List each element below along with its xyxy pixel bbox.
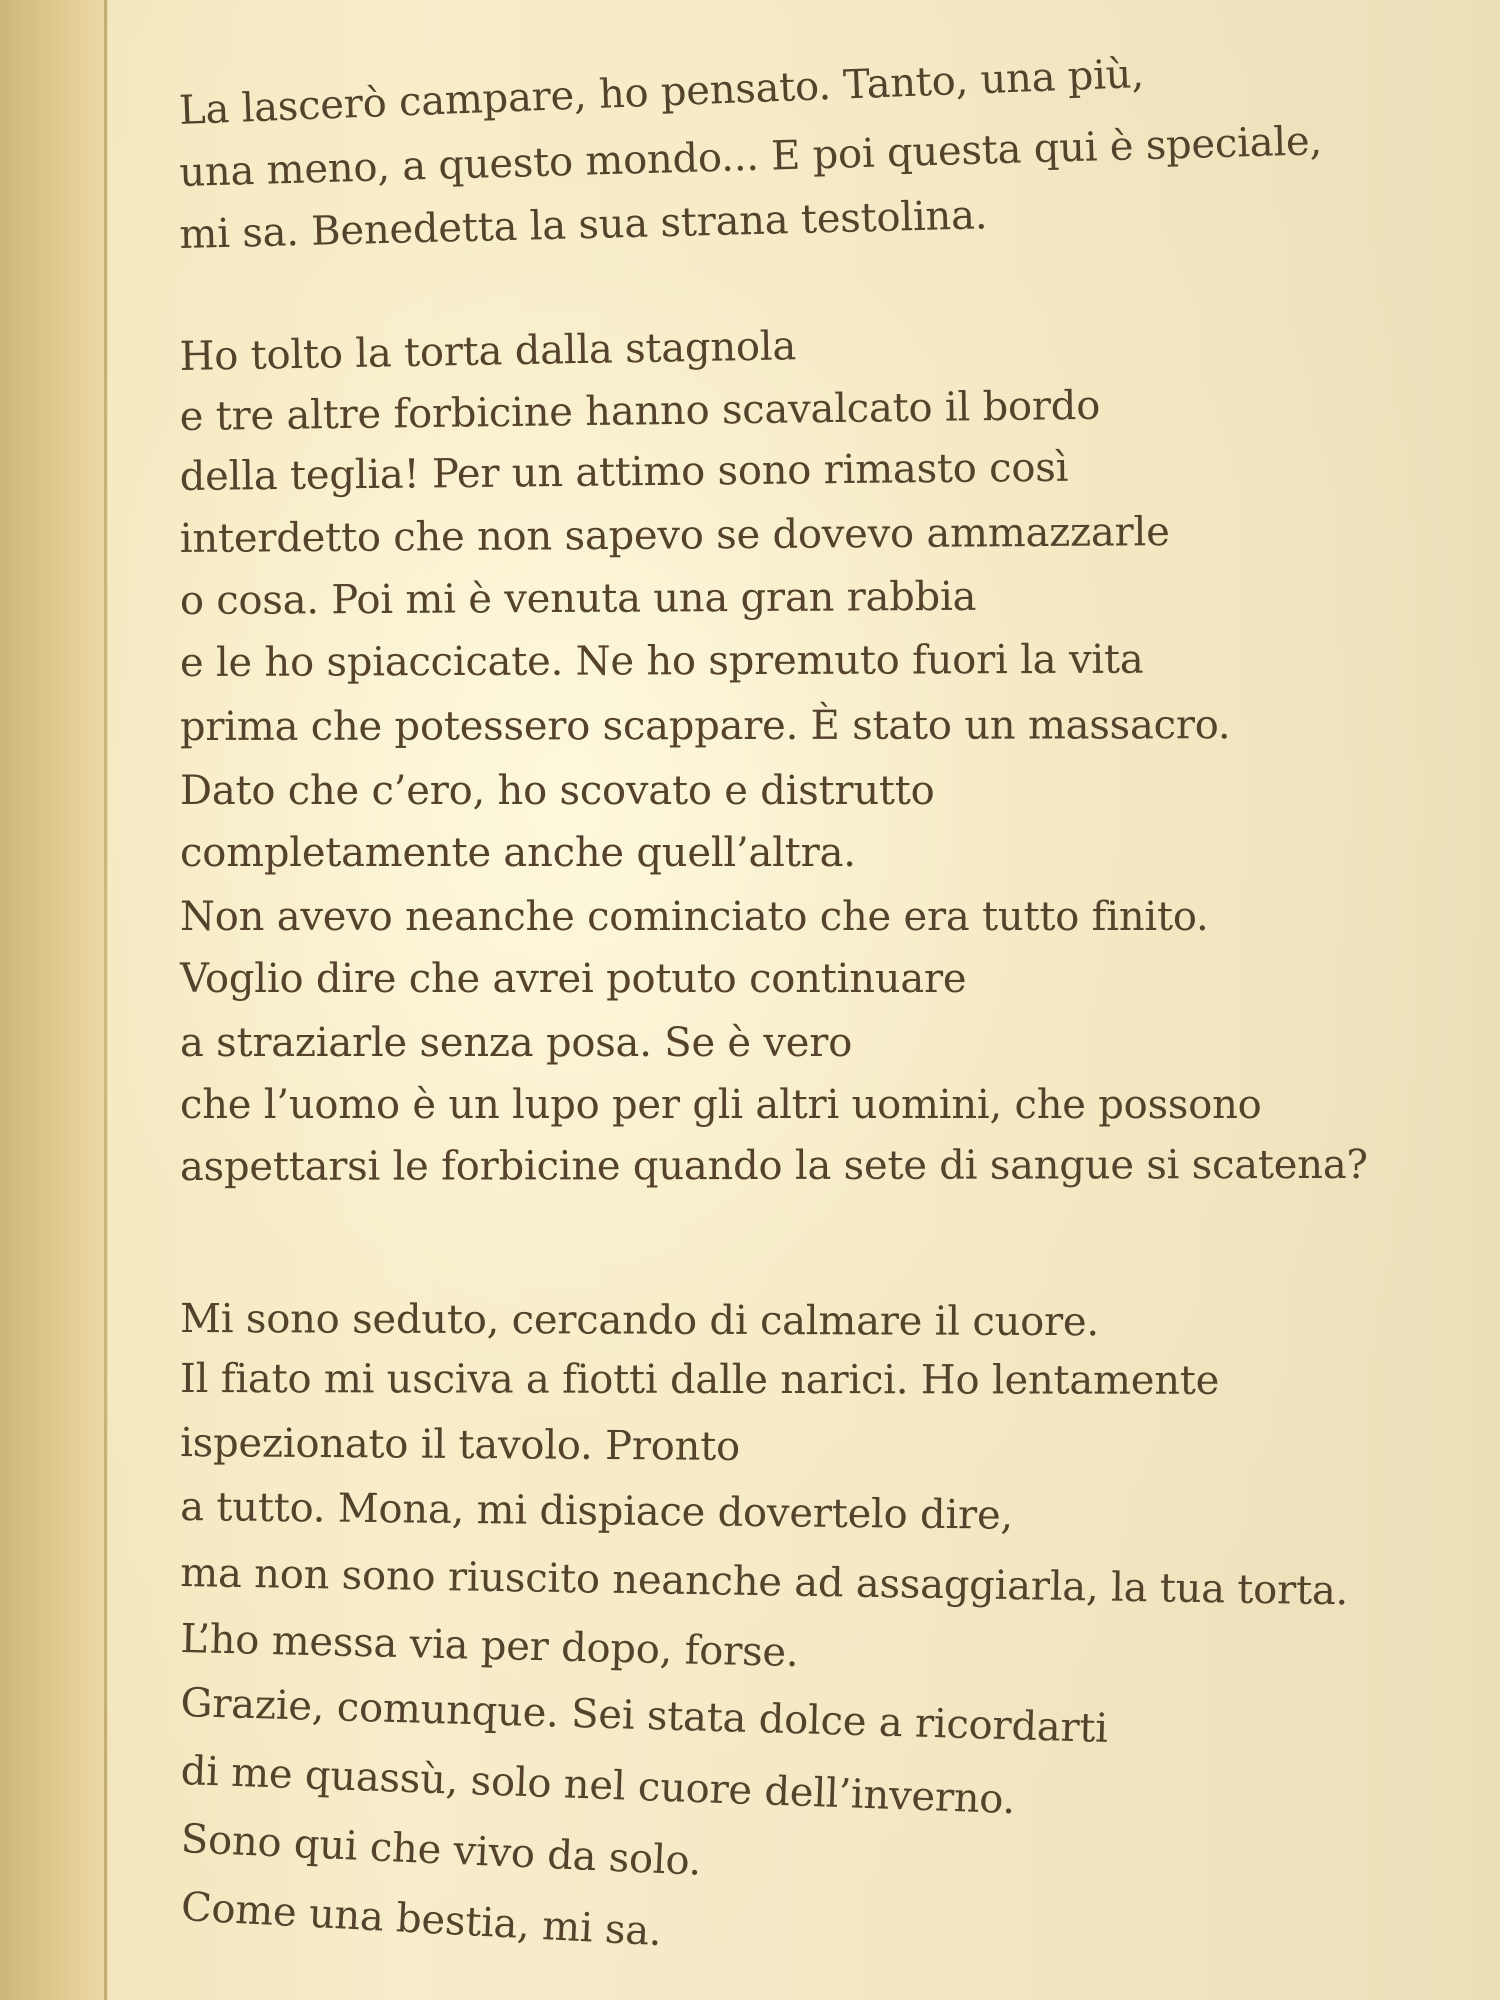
text-line: prima che potessero scappare. È stato un massacro. bbox=[179, 702, 1231, 750]
text-line: completamente anche quell’altra. bbox=[180, 830, 856, 876]
text-line: a tutto. Mona, mi dispiace dovertelo dire, bbox=[180, 1484, 1014, 1539]
text-line: mi sa. Benedetta la sua strana testolina. bbox=[178, 192, 988, 258]
text-line: Mi sono seduto, cercando di calmare il cuore. bbox=[180, 1296, 1100, 1346]
text-line: di me quassù, solo nel cuore dell’inverno. bbox=[180, 1748, 1016, 1824]
text-line: a straziarle senza posa. Se è vero bbox=[180, 1020, 853, 1066]
text-line: ispezionato il tavolo. Pronto bbox=[180, 1420, 741, 1470]
page-edge-line bbox=[104, 0, 107, 2000]
text-line: della teglia! Per un attimo sono rimasto così bbox=[179, 444, 1069, 500]
text-line: Sono qui che vivo da solo. bbox=[180, 1816, 703, 1885]
text-line: Ho tolto la torta dalla stagnola bbox=[179, 323, 797, 380]
text-line: e tre altre forbicine hanno scavalcato il bordo bbox=[179, 382, 1101, 440]
text-line: e le ho spiaccicate. Ne ho spremuto fuori la vita bbox=[179, 636, 1144, 686]
text-line: una meno, a questo mondo... E poi questa qui è speciale, bbox=[178, 118, 1323, 196]
text-line: Voglio dire che avrei potuto continuare bbox=[180, 956, 967, 1002]
text-line: La lascerò campare, ho pensato. Tanto, una più, bbox=[178, 50, 1145, 134]
text-line: interdetto che non sapevo se dovevo ammazzarle bbox=[179, 509, 1170, 562]
text-line: Come una bestia, mi sa. bbox=[180, 1884, 663, 1956]
text-line: Non avevo neanche cominciato che era tutto finito. bbox=[180, 894, 1209, 940]
text-line: o cosa. Poi mi è venuta una gran rabbia bbox=[179, 573, 977, 624]
text-line: Il fiato mi usciva a fiotti dalle narici. Ho lentamente bbox=[180, 1356, 1220, 1404]
text-line: aspettarsi le forbicine quando la sete di sangue si scatena? bbox=[179, 1141, 1368, 1190]
book-gutter bbox=[0, 0, 108, 2000]
text-line: ma non sono riuscito neanche ad assaggiarla, la tua torta. bbox=[180, 1550, 1349, 1615]
text-line: che l’uomo è un lupo per gli altri uomini, che possono bbox=[180, 1082, 1262, 1128]
text-line: Grazie, comunque. Sei stata dolce a ricordarti bbox=[180, 1680, 1109, 1752]
text-line: Dato che c’ero, ho scovato e distrutto bbox=[180, 768, 935, 814]
text-line: L’ho messa via per dopo, forse. bbox=[180, 1616, 799, 1677]
